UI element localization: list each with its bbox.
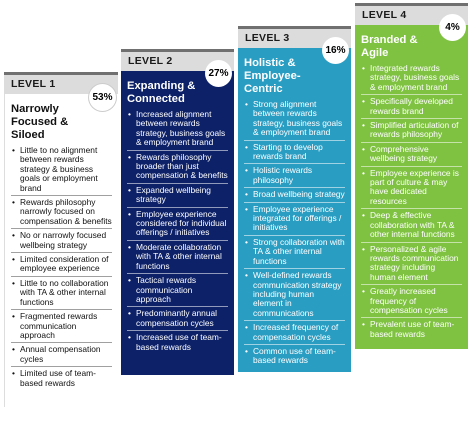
- list-item: • Specifically developed rewards brand: [361, 97, 462, 119]
- level-4-list: [361, 64, 462, 341]
- level-3-list: [244, 100, 345, 368]
- list-item: • Employee experience is part of culture & may have dedicated resources: [361, 169, 462, 210]
- list-item: • Tactical rewards communication approach: [127, 276, 228, 307]
- list-item: • Strong alignment between rewards strategy, business goals & employment brand: [244, 100, 345, 141]
- level-3-percent-badge: 16%: [322, 37, 349, 64]
- level-1-body: [4, 94, 118, 407]
- list-item: • Comprehensive wellbeing strategy: [361, 145, 462, 167]
- list-item: • Deep & effective collaboration with TA & other internal functions: [361, 211, 462, 242]
- level-4-header: LEVEL 4: [355, 3, 468, 25]
- list-item: • Rewards philosophy narrowly focused on compensation & benefits: [11, 198, 112, 229]
- list-item: • Increased alignment between rewards strategy, business goals & employment brand: [127, 110, 228, 151]
- level-4-column: [355, 3, 468, 349]
- list-item: • Strong collaboration with TA & other internal functions: [244, 238, 345, 269]
- level-1-title: Narrowly Focused & Siloed: [11, 103, 69, 141]
- level-2-list: [127, 110, 228, 354]
- list-item: • No or narrowly focused wellbeing strategy: [11, 231, 112, 253]
- level-2-header: LEVEL 2: [121, 49, 234, 71]
- list-item: • Rewards philosophy broader than just compensation & benefits: [127, 153, 228, 184]
- list-item: • Expanded wellbeing strategy: [127, 186, 228, 208]
- list-item: • Holistic rewards philosophy: [244, 166, 345, 188]
- list-item: • Employee experience considered for individual offerings / initiatives: [127, 210, 228, 241]
- list-item: • Increased frequency of compensation cycles: [244, 323, 345, 345]
- list-item: • Personalized & agile rewards communication strategy including human element: [361, 245, 462, 286]
- level-3-column: [238, 26, 351, 372]
- level-4-title: Branded & Agile: [361, 34, 418, 59]
- list-item: • Increased use of team-based rewards: [127, 333, 228, 354]
- level-2-title: Expanding & Connected: [127, 80, 196, 105]
- list-item: • Limited use of team-based rewards: [11, 369, 112, 390]
- level-3-header: LEVEL 3: [238, 26, 351, 48]
- level-3-body: [238, 48, 351, 372]
- list-item: • Prevalent use of team-based rewards: [361, 320, 462, 341]
- list-item: • Starting to develop rewards brand: [244, 143, 345, 165]
- list-item: • Simplified articulation of rewards philosophy: [361, 121, 462, 143]
- level-2-column: [121, 49, 234, 375]
- list-item: • Limited consideration of employee experience: [11, 255, 112, 277]
- list-item: • Integrated rewards strategy, business goals & employment brand: [361, 64, 462, 95]
- list-item: • Little to no collaboration with TA & other internal functions: [11, 279, 112, 310]
- level-4-body: [355, 25, 468, 349]
- list-item: • Predominantly annual compensation cycles: [127, 309, 228, 331]
- level-2-percent-badge: 27%: [205, 60, 232, 87]
- level-3-title: Holistic & Employee-Centric: [244, 57, 301, 95]
- list-item: • Little to no alignment between rewards strategy & business goals or employment brand: [11, 146, 112, 196]
- list-item: • Fragmented rewards communication approach: [11, 312, 112, 343]
- level-1-list: [11, 146, 112, 390]
- level-2-body: [121, 71, 234, 375]
- level-1-header: LEVEL 1: [4, 72, 118, 94]
- list-item: • Greatly increased frequency of compensation cycles: [361, 287, 462, 318]
- list-item: • Broad wellbeing strategy: [244, 190, 345, 202]
- level-4-percent-badge: 4%: [439, 14, 466, 41]
- level-1-percent-badge: 53%: [89, 84, 116, 111]
- list-item: • Employee experience integrated for offerings / initiatives: [244, 205, 345, 236]
- list-item: • Moderate collaboration with TA & other internal functions: [127, 243, 228, 274]
- list-item: • Annual compensation cycles: [11, 345, 112, 367]
- level-1-column: [4, 72, 118, 407]
- list-item: • Well-defined rewards communication strategy including human element in communications: [244, 271, 345, 321]
- list-item: • Common use of team-based rewards: [244, 347, 345, 368]
